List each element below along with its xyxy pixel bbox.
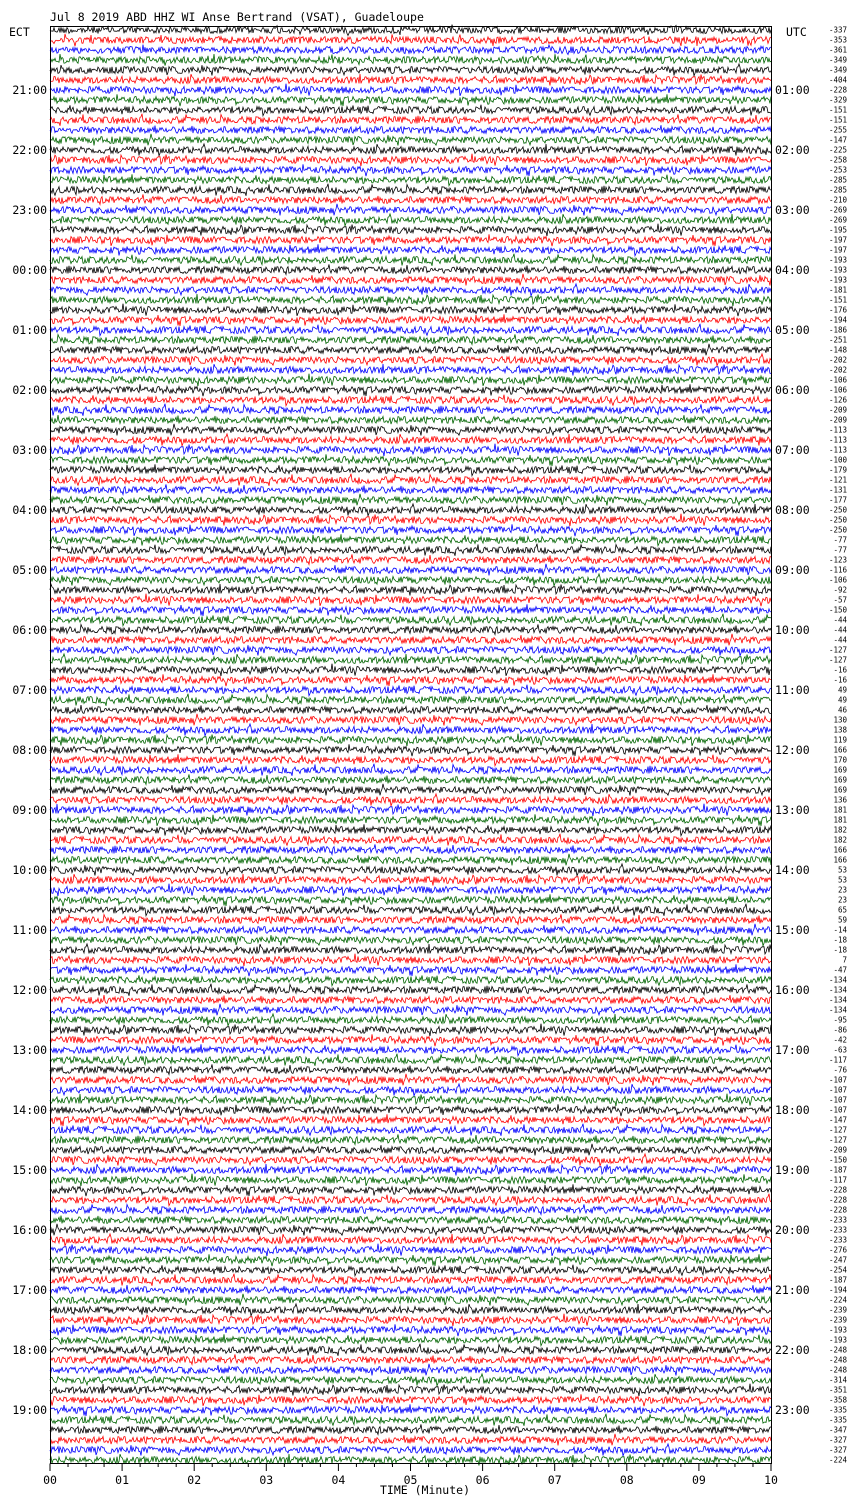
right-hour-label: 19:00 (775, 1163, 810, 1177)
trace-offset-label: -253 (828, 165, 847, 175)
left-hour-label: 16:00 (12, 1223, 47, 1237)
trace-offset-label: -127 (828, 645, 847, 655)
trace-offset-label: -194 (828, 315, 847, 325)
trace-offset-label: -349 (828, 65, 847, 75)
trace-offset-label: -179 (828, 465, 847, 475)
right-hour-label: 20:00 (775, 1223, 810, 1237)
trace-offset-label: -181 (828, 285, 847, 295)
trace-offset-label: -117 (828, 1055, 847, 1065)
x-tick-label: 00 (43, 1473, 57, 1487)
trace-offset-label: -134 (828, 1005, 847, 1015)
left-hour-label: 15:00 (12, 1163, 47, 1177)
x-axis-label: TIME (Minute) (379, 1483, 471, 1497)
trace-offset-label: -250 (828, 515, 847, 525)
trace-offset-label: -147 (828, 1115, 847, 1125)
left-hour-label: 14:00 (12, 1103, 47, 1117)
trace-offset-label: -18 (833, 935, 847, 945)
trace-offset-label: -228 (828, 1185, 847, 1195)
trace-offset-label: -186 (828, 325, 847, 335)
trace-offset-label: -248 (828, 1345, 847, 1355)
trace-offset-label: -269 (828, 205, 847, 215)
trace-offset-label: -258 (828, 155, 847, 165)
right-hour-label: 21:00 (775, 1283, 810, 1297)
trace-offset-label: -239 (828, 1305, 847, 1315)
trace-offset-label: 46 (837, 705, 847, 715)
trace-offset-label: -202 (828, 355, 847, 365)
trace-offset-label: -131 (828, 485, 847, 495)
left-hour-label: 23:00 (12, 203, 47, 217)
trace-offset-label: 49 (837, 695, 847, 705)
trace-offset-label: -77 (833, 535, 847, 545)
trace-offset-label: -351 (828, 1385, 847, 1395)
trace-offset-label: -276 (828, 1245, 847, 1255)
trace-offset-label: -187 (828, 1275, 847, 1285)
trace-offset-label: -285 (828, 185, 847, 195)
x-tick-label: 03 (259, 1473, 274, 1487)
trace-offset-label: -269 (828, 215, 847, 225)
trace-offset-label: -63 (833, 1045, 847, 1055)
trace-offset-label: -228 (828, 1195, 847, 1205)
trace-offset-label: -335 (828, 1405, 847, 1415)
right-hour-label: 15:00 (775, 923, 810, 937)
trace-offset-label: 169 (833, 775, 847, 785)
x-tick-label: 02 (187, 1473, 202, 1487)
left-hour-label: 02:00 (12, 383, 47, 397)
x-tick-label: 10 (764, 1473, 778, 1487)
trace-offset-label: -254 (828, 1265, 847, 1275)
trace-offset-label: -76 (833, 1065, 847, 1075)
left-hour-label: 12:00 (12, 983, 47, 997)
trace-offset-label: -134 (828, 975, 847, 985)
trace-offset-label: 182 (833, 825, 847, 835)
trace-offset-label: -126 (828, 395, 847, 405)
trace-offset-label: 166 (833, 855, 847, 865)
trace-offset-label: -209 (828, 405, 847, 415)
trace-offset-label: 181 (833, 815, 847, 825)
trace-offset-label: -106 (828, 575, 847, 585)
trace-offset-label: -255 (828, 125, 847, 135)
trace-offset-label: 23 (837, 895, 847, 905)
x-tick-label: 06 (475, 1473, 490, 1487)
trace-offset-label: -197 (828, 245, 847, 255)
trace-offset-label: -285 (828, 175, 847, 185)
x-tick-label: 07 (547, 1473, 562, 1487)
trace-offset-label: -113 (828, 435, 847, 445)
left-hour-label: 09:00 (12, 803, 47, 817)
trace-offset-label: -193 (828, 1325, 847, 1335)
trace-offset-label: -228 (828, 1205, 847, 1215)
trace-offset-label: -193 (828, 255, 847, 265)
trace-offset-label: -193 (828, 275, 847, 285)
right-hour-label: 06:00 (775, 383, 810, 397)
trace-offset-label: -95 (833, 1015, 847, 1025)
trace-offset-label: -134 (828, 995, 847, 1005)
trace-offset-label: -176 (828, 305, 847, 315)
left-hour-label: 07:00 (12, 683, 47, 697)
trace-offset-label: -113 (828, 445, 847, 455)
x-tick-label: 09 (691, 1473, 706, 1487)
trace-offset-label: -193 (828, 1335, 847, 1345)
trace-offset-label: 53 (837, 875, 847, 885)
trace-offset-label: 169 (833, 765, 847, 775)
trace-offset-label: -335 (828, 1415, 847, 1425)
left-timezone-label: ECT (9, 25, 30, 39)
trace-offset-label: -233 (828, 1215, 847, 1225)
trace-offset-label: -44 (833, 615, 847, 625)
left-hour-label: 00:00 (12, 263, 47, 277)
trace-offset-label: -225 (828, 145, 847, 155)
right-hour-label: 04:00 (775, 263, 810, 277)
right-hour-label: 09:00 (775, 563, 810, 577)
trace-offset-label: -100 (828, 455, 847, 465)
trace-offset-label: -248 (828, 1355, 847, 1365)
trace-offset-label: -247 (828, 1255, 847, 1265)
right-hour-label: 12:00 (775, 743, 810, 757)
right-hour-label: 10:00 (775, 623, 810, 637)
trace-offset-label: -233 (828, 1235, 847, 1245)
trace-offset-label: -327 (828, 1445, 847, 1455)
trace-offset-label: -250 (828, 505, 847, 515)
trace-offset-label: 182 (833, 835, 847, 845)
left-hour-label: 03:00 (12, 443, 47, 457)
trace-offset-label: -86 (833, 1025, 847, 1035)
trace-offset-label: -329 (828, 95, 847, 105)
trace-offset-label: -148 (828, 345, 847, 355)
right-timezone-label: UTC (786, 25, 807, 39)
chart-title: Jul 8 2019 ABD HHZ WI Anse Bertrand (VSAT), Guadeloupe (50, 10, 424, 24)
right-hour-label: 11:00 (775, 683, 810, 697)
trace-offset-label: -353 (828, 35, 847, 45)
trace-offset-label: -250 (828, 525, 847, 535)
trace-offset-label: -106 (828, 385, 847, 395)
left-hour-label: 10:00 (12, 863, 47, 877)
right-hour-label: 05:00 (775, 323, 810, 337)
x-tick-label: 08 (619, 1473, 634, 1487)
trace-offset-label: -314 (828, 1375, 847, 1385)
trace-offset-label: -251 (828, 335, 847, 345)
trace-offset-label: -42 (833, 1035, 847, 1045)
trace-offset-label: 166 (833, 845, 847, 855)
trace-offset-label: -248 (828, 1365, 847, 1375)
left-hour-label: 06:00 (12, 623, 47, 637)
trace-offset-label: -107 (828, 1105, 847, 1115)
trace-offset-label: -404 (828, 75, 847, 85)
right-hour-label: 07:00 (775, 443, 810, 457)
left-hour-label: 18:00 (12, 1343, 47, 1357)
trace-offset-label: -127 (828, 655, 847, 665)
trace-offset-label: -150 (828, 1155, 847, 1165)
trace-offset-label: -107 (828, 1095, 847, 1105)
right-hour-label: 23:00 (775, 1403, 810, 1417)
right-hour-label: 03:00 (775, 203, 810, 217)
trace-offset-label: -151 (828, 295, 847, 305)
trace-offset-label: -337 (828, 25, 847, 35)
trace-offset-label: 59 (837, 915, 847, 925)
trace-offset-label: -16 (833, 665, 847, 675)
trace-offset-label: -121 (828, 475, 847, 485)
trace-offset-label: -195 (828, 225, 847, 235)
right-hour-label: 14:00 (775, 863, 810, 877)
trace-offset-label: 166 (833, 745, 847, 755)
trace-offset-label: 53 (837, 865, 847, 875)
trace-offset-label: -327 (828, 1435, 847, 1445)
right-hour-label: 13:00 (775, 803, 810, 817)
trace-offset-label: -107 (828, 1085, 847, 1095)
trace-offset-label: 138 (833, 725, 847, 735)
trace-offset-label: 49 (837, 685, 847, 695)
right-hour-label: 08:00 (775, 503, 810, 517)
trace-offset-label: -209 (828, 1145, 847, 1155)
trace-offset-label: -349 (828, 55, 847, 65)
trace-offset-label: -14 (833, 925, 847, 935)
trace-offset-label: -44 (833, 625, 847, 635)
trace-offset-label: -210 (828, 195, 847, 205)
trace-offset-label: -347 (828, 1425, 847, 1435)
left-hour-label: 17:00 (12, 1283, 47, 1297)
trace-offset-label: 170 (833, 755, 847, 765)
trace-offset-label: -18 (833, 945, 847, 955)
trace-offset-label: -147 (828, 135, 847, 145)
trace-offset-label: -197 (828, 235, 847, 245)
left-hour-label: 19:00 (12, 1403, 47, 1417)
left-hour-label: 22:00 (12, 143, 47, 157)
trace-offset-label: -134 (828, 985, 847, 995)
left-hour-label: 04:00 (12, 503, 47, 517)
trace-offset-label: 65 (837, 905, 847, 915)
trace-offset-label: 169 (833, 785, 847, 795)
right-hour-label: 18:00 (775, 1103, 810, 1117)
trace-offset-label: -151 (828, 105, 847, 115)
trace-offset-label: -228 (828, 85, 847, 95)
trace-offset-label: -106 (828, 375, 847, 385)
left-hour-label: 11:00 (12, 923, 47, 937)
trace-offset-label: -233 (828, 1225, 847, 1235)
trace-offset-label: 136 (833, 795, 847, 805)
trace-offset-label: -107 (828, 1075, 847, 1085)
trace-offset-label: -77 (833, 545, 847, 555)
trace-offset-label: 130 (833, 715, 847, 725)
right-hour-label: 16:00 (775, 983, 810, 997)
trace-offset-label: -239 (828, 1315, 847, 1325)
trace-offset-label: -150 (828, 605, 847, 615)
trace-offset-label: -358 (828, 1395, 847, 1405)
trace-offset-label: 119 (833, 735, 847, 745)
trace-offset-label: -209 (828, 415, 847, 425)
trace-offset-label: -44 (833, 635, 847, 645)
trace-offset-label: -57 (833, 595, 847, 605)
trace-offset-label: -202 (828, 365, 847, 375)
trace-offset-label: 7 (842, 955, 847, 965)
trace-offset-label: -47 (833, 965, 847, 975)
trace-offset-label: -224 (828, 1295, 847, 1305)
trace-offset-label: -361 (828, 45, 847, 55)
trace-offset-label: 181 (833, 805, 847, 815)
trace-offset-label: -113 (828, 425, 847, 435)
trace-offset-label: -92 (833, 585, 847, 595)
right-hour-label: 17:00 (775, 1043, 810, 1057)
x-tick-label: 05 (403, 1473, 418, 1487)
left-hour-label: 21:00 (12, 83, 47, 97)
trace-offset-label: -123 (828, 555, 847, 565)
trace-offset-label: -127 (828, 1125, 847, 1135)
x-tick-label: 04 (331, 1473, 346, 1487)
trace-offset-label: -116 (828, 565, 847, 575)
trace-offset-label: -117 (828, 1175, 847, 1185)
x-tick-label: 01 (115, 1473, 130, 1487)
trace-offset-label: -193 (828, 265, 847, 275)
trace-offset-label: -194 (828, 1285, 847, 1295)
trace-offset-label: -224 (828, 1455, 847, 1465)
left-hour-label: 08:00 (12, 743, 47, 757)
trace-offset-label: -16 (833, 675, 847, 685)
right-hour-label: 22:00 (775, 1343, 810, 1357)
left-hour-label: 01:00 (12, 323, 47, 337)
left-hour-label: 05:00 (12, 563, 47, 577)
trace-offset-label: -151 (828, 115, 847, 125)
trace-offset-label: 23 (837, 885, 847, 895)
left-hour-label: 13:00 (12, 1043, 47, 1057)
trace-offset-label: -177 (828, 495, 847, 505)
trace-offset-label: -187 (828, 1165, 847, 1175)
right-hour-label: 02:00 (775, 143, 810, 157)
right-hour-label: 01:00 (775, 83, 810, 97)
trace-offset-label: -127 (828, 1135, 847, 1145)
